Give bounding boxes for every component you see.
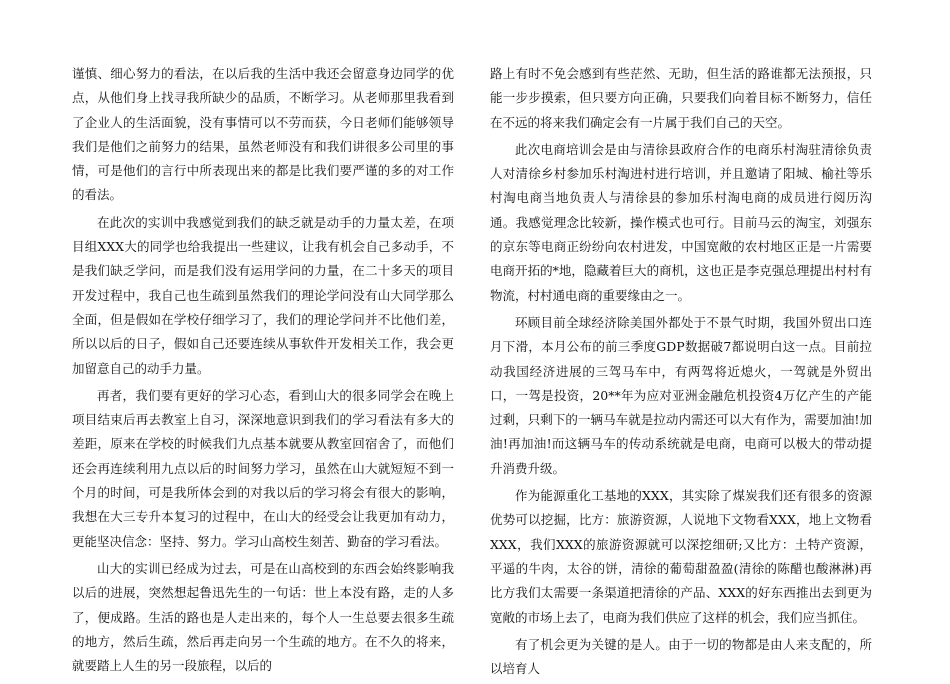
paragraph: 环顾目前全球经济除美国外都处于不景气时期，我国外贸出口连月下滑，本月公布的前三季度GDP数据破7都说明白这一点。目前拉动我国经济进展的三驾马车中，有两驾将近熄火，一驾就是外贸出口，一驾是投资，20**年为应对亚洲金融危机投资4万亿产生的产能过剩，只剩下的一辆马车就是拉动内需还可以大有作为，需要加油!加油!再加油!而这辆马车的传动系统就是电商，电商可以极大的带动提升消费升级。	[490, 314, 872, 476]
paragraph: 路上有时不免会感到有些茫然、无助，但生活的路谁都无法预报，只能一步步摸索，但只要方向正确，只要我们向着目标不断努力，信任在不远的将来我们确定会有一片属于我们自己的天空。	[490, 66, 872, 130]
left-text-column	[72, 62, 454, 681]
paragraph: 有了机会更为关键的是人。由于一切的物都是由人来支配的，所以培育人	[490, 636, 872, 677]
paragraph: 谨慎、细心努力的看法，在以后我的生活中我还会留意身边同学的优点，从他们身上找寻我所缺少的品质，不断学习。从老师那里我看到了企业人的生活面貌，没有事情可以不劳而获，今日老师们能够领导我们是他们之前努力的结果，虽然老师没有和我们讲很多公司里的事情，可是他们的言行中所表现出来的都是比我们要严谨的多的对工作的看法。	[72, 66, 454, 203]
paragraph: 再者，我们要有更好的学习心态，看到山大的很多同学会在晚上项目结束后再去教室上自习，深深地意识到我们的学习看法有多大的差距，原来在学校的时候我们九点基本就要从教室回宿舍了，而他们还会再连续利用九点以后的时间努力学习，虽然在山大就短短不到一个月的时间，可是我所体会到的对我以后的学习将会有很大的影响，我想在大三专升本复习的过程中，在山大的经受会让我更加有动力，更能坚决信念：坚持、努力。学习山高校生刻苦、勤奋的学习看法。	[72, 387, 454, 549]
right-text-column	[490, 62, 872, 684]
paragraph: 在此次的实训中我感觉到我们的缺乏就是动手的力量太差，在项目组XXX大的同学也给我提出一些建议，让我有机会自己多动手，不是我们缺乏学问，而是我们没有运用学问的力量，在二十多天的项目开发过程中，我自己也生疏到虽然我们的理论学问没有山大同学那么全面，但是假如在学校仔细学习了，我们的理论学问并不比他们差，所以以后的日子，假如自己还要连续从事软件开发相关工作，我会更加留意自己的动手力量。	[72, 214, 454, 376]
paragraph: 作为能源重化工基地的XXX，其实除了煤炭我们还有很多的资源优势可以挖掘，比方：旅游资源，人说地下文物看XXX，地上文物看XXX，我们XXX的旅游资源就可以深挖细研;又比方：土特产资源，平遥的牛肉，太谷的饼，清徐的葡萄甜盈盈(清徐的陈醋也酸淋淋)再比方我们太需要一条渠道把清徐的产品、XXX的好东西推出去到更为宽敞的市场上去了，电商为我们供应了这样的机会，我们应当抓住。	[490, 488, 872, 625]
paragraph: 此次电商培训会是由与清徐县政府合作的电商乐村淘驻清徐负责人对清徐乡村参加乐村淘进村进行培训，并且邀请了阳城、榆社等乐村淘电商当地负责人与清徐县的参加乐村淘电商的成员进行阅历沟通。我感觉理念比较新，操作模式也可行。目前马云的淘宝，刘强东的京东等电商正纷纷向农村进发，中国宽敞的农村地区正是一片需要电商开拓的*地，隐藏着巨大的商机，这也正是李克强总理提出村村有物流，村村通电商的重要缘由之一。	[490, 141, 872, 303]
paragraph: 山大的实训已经成为过去，可是在山高校到的东西会始终影响我以后的进展，突然想起鲁迅先生的一句话：世上本没有路，走的人多了，便成路。生活的路也是人走出来的，每个人一生总要去很多生疏的地方，然后生疏，然后再走向另一个生疏的地方。在不久的将来，就要踏上人生的另一段旅程，以后的	[72, 560, 454, 674]
